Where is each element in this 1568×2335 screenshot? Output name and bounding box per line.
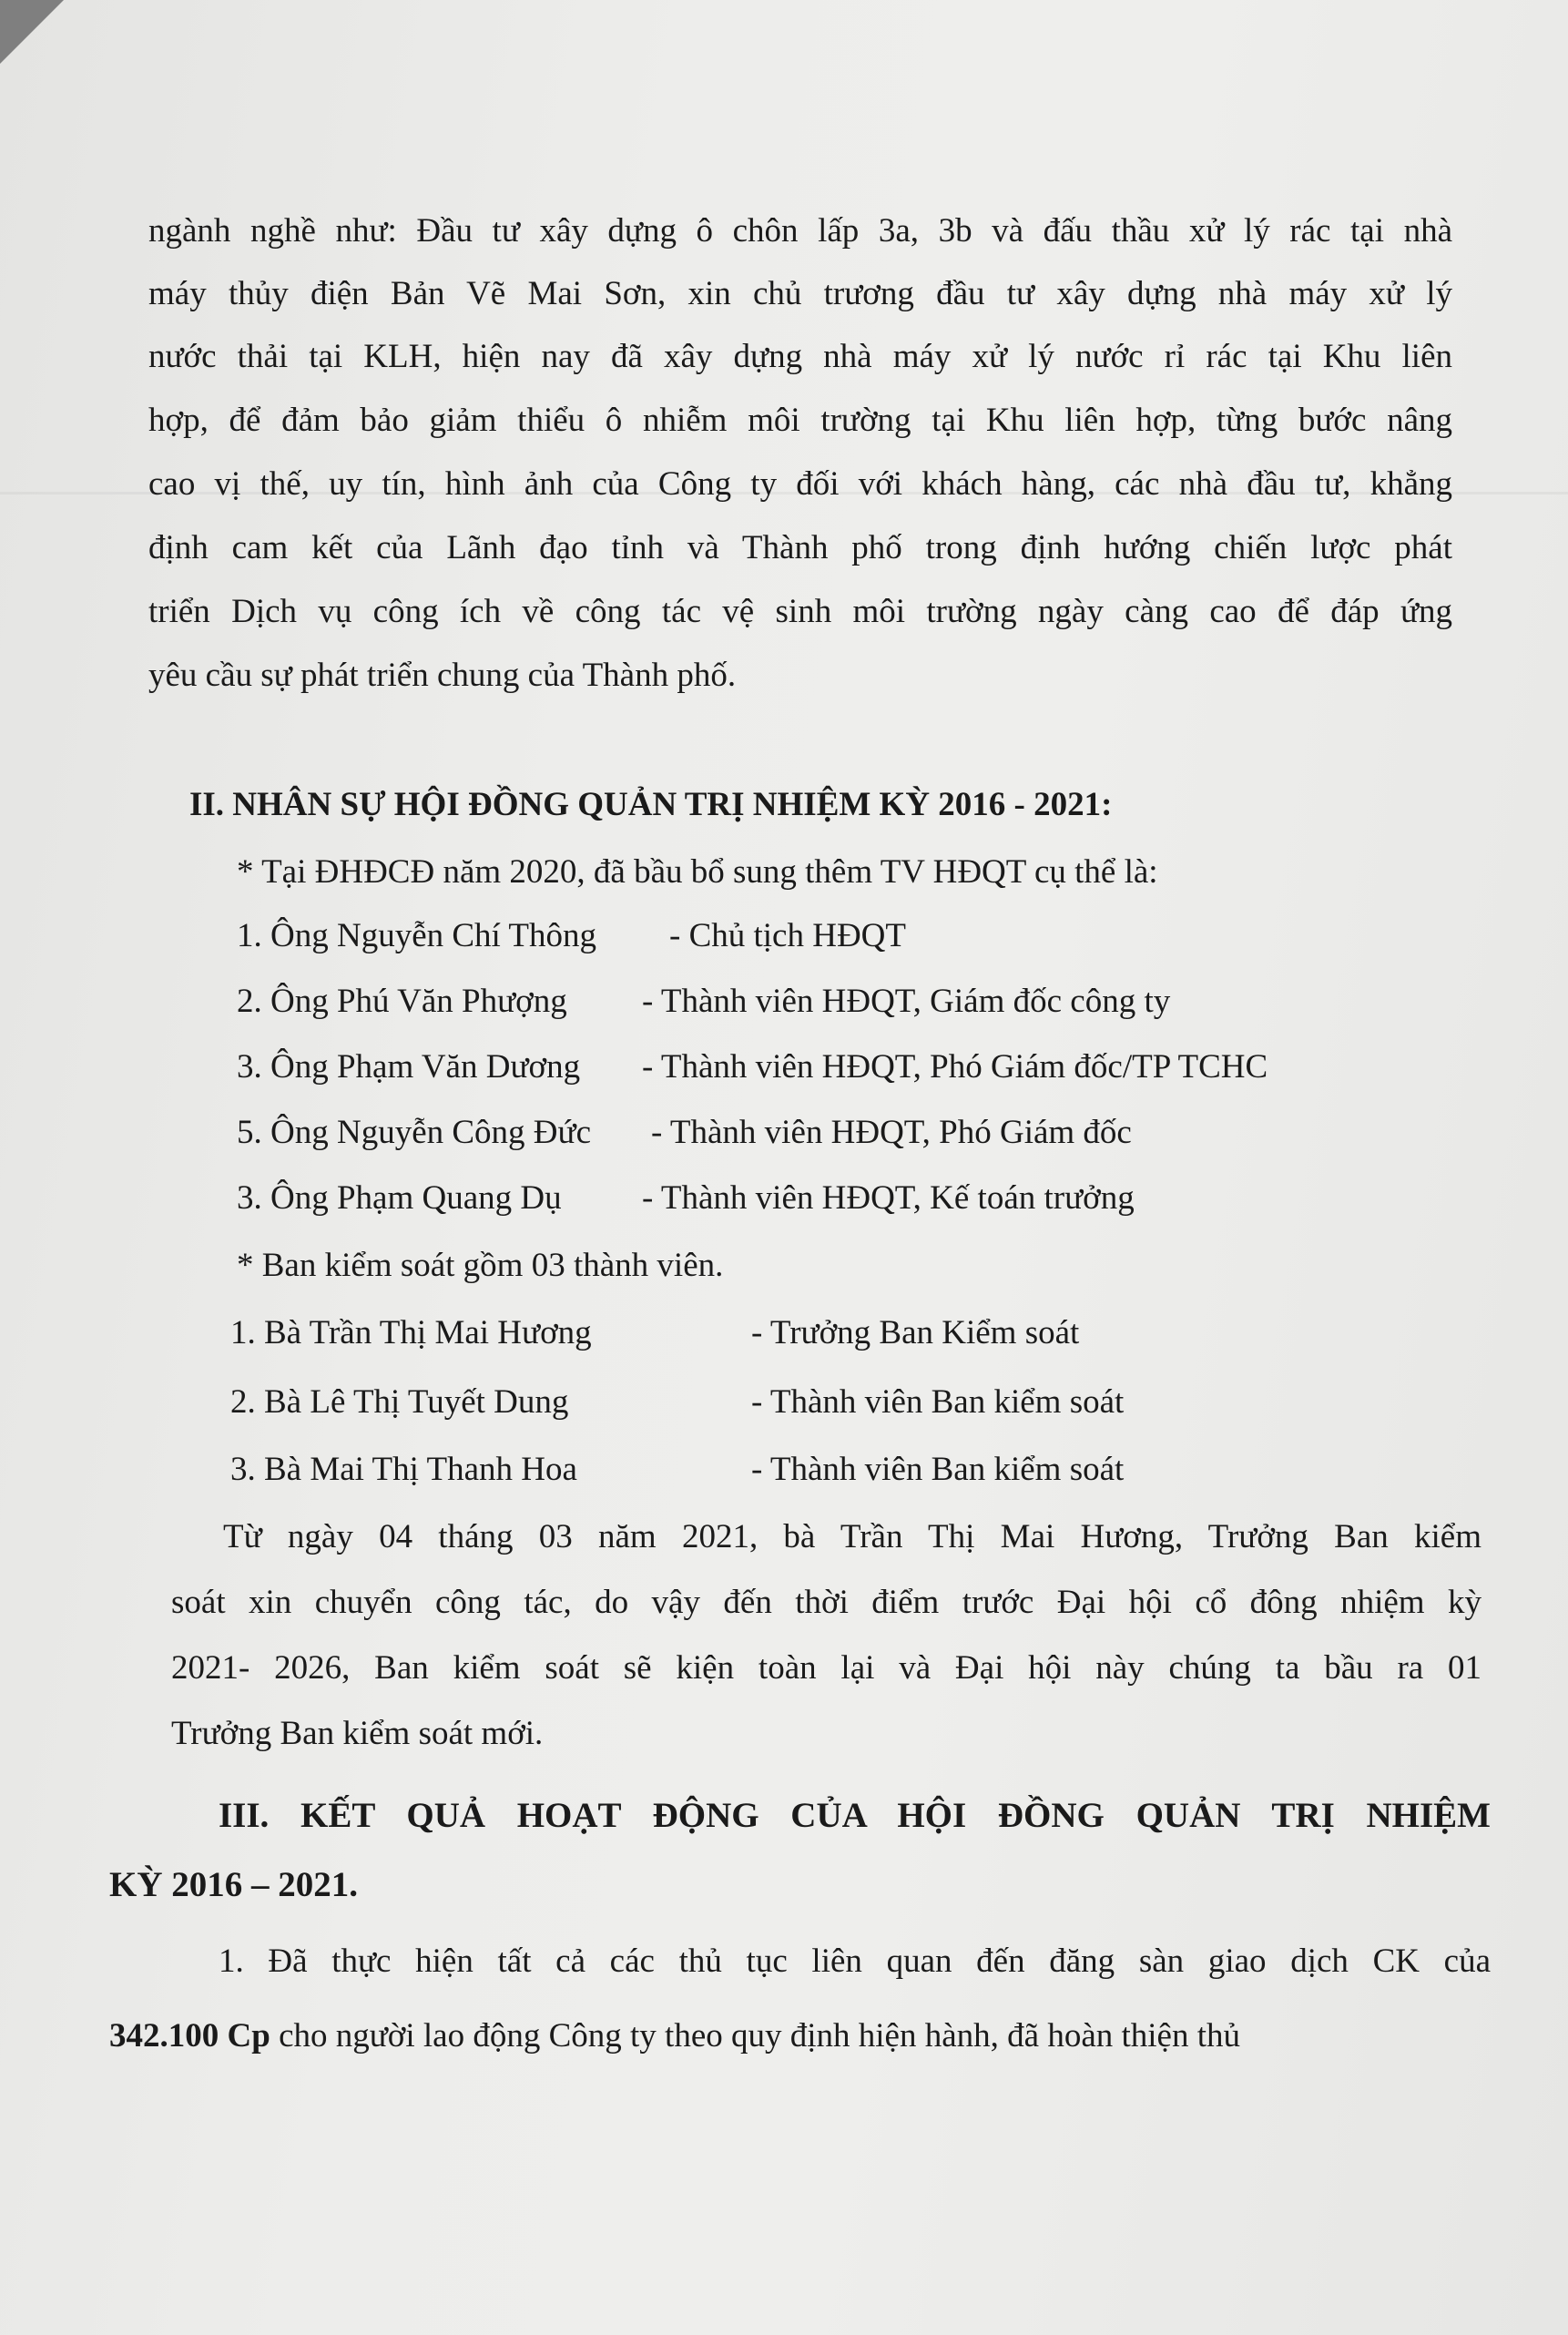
paragraph-line: 2021- 2026, Ban kiểm soát sẽ kiện toàn lại và Đại hội này chúng ta bầu ra 01 bbox=[171, 1649, 1481, 1687]
section-heading-3-continued: KỲ 2016 – 2021. bbox=[109, 1865, 358, 1904]
paragraph-line: định cam kết của Lãnh đạo tỉnh và Thành phố trong định hướng chiến lược phát bbox=[148, 529, 1452, 566]
paragraph-line: hợp, để đảm bảo giảm thiểu ô nhiễm môi trường tại Khu liên hợp, từng bước nâng bbox=[148, 402, 1452, 439]
supervisory-member-role: - Thành viên Ban kiểm soát bbox=[751, 1383, 1125, 1421]
board-member-role: - Thành viên HĐQT, Phó Giám đốc/TP TCHC bbox=[642, 1048, 1268, 1086]
board-member-role: - Thành viên HĐQT, Phó Giám đốc bbox=[651, 1114, 1132, 1151]
board-member-name: 3. Ông Phạm Quang Dụ bbox=[237, 1179, 562, 1217]
board-intro: * Tại ĐHĐCĐ năm 2020, đã bầu bổ sung thêm TV HĐQT cụ thể là: bbox=[237, 853, 1158, 891]
board-member-name: 5. Ông Nguyễn Công Đức bbox=[237, 1114, 591, 1151]
board-member-name: 2. Ông Phú Văn Phượng bbox=[237, 983, 567, 1020]
supervisory-member-name: 1. Bà Trần Thị Mai Hương bbox=[230, 1314, 592, 1351]
section-heading-3: III. KẾT QUẢ HOẠT ĐỘNG CỦA HỘI ĐỒNG QUẢN TRỊ NHIỆM bbox=[219, 1796, 1491, 1835]
paragraph-line: ngành nghề như: Đầu tư xây dựng ô chôn lấp 3a, 3b và đấu thầu xử lý rác tại nhà bbox=[148, 212, 1452, 250]
board-member-role: - Thành viên HĐQT, Giám đốc công ty bbox=[642, 983, 1171, 1020]
paragraph-line: nước thải tại KLH, hiện nay đã xây dựng nhà máy xử lý nước rỉ rác tại Khu liên bbox=[148, 338, 1452, 375]
paragraph-line: 1. Đã thực hiện tất cả các thủ tục liên quan đến đăng sàn giao dịch CK của bbox=[219, 1942, 1491, 1980]
share-count: 342.100 Cp bbox=[109, 2017, 270, 2055]
page-corner-shadow bbox=[0, 0, 64, 64]
supervisory-member-name: 3. Bà Mai Thị Thanh Hoa bbox=[230, 1451, 577, 1488]
supervisory-member-role: - Thành viên Ban kiểm soát bbox=[751, 1451, 1125, 1488]
board-member-role: - Thành viên HĐQT, Kế toán trưởng bbox=[642, 1179, 1135, 1217]
supervisory-intro: * Ban kiểm soát gồm 03 thành viên. bbox=[237, 1247, 724, 1284]
board-member-role: - Chủ tịch HĐQT bbox=[669, 917, 906, 954]
paragraph-line: cao vị thế, uy tín, hình ảnh của Công ty đối với khách hàng, các nhà đầu tư, khẳng bbox=[148, 465, 1452, 503]
board-member-name: 3. Ông Phạm Văn Dương bbox=[237, 1048, 581, 1086]
paragraph-line bbox=[109, 2016, 1240, 2056]
paragraph-line: yêu cầu sự phát triển chung của Thành phố. bbox=[148, 657, 737, 694]
supervisory-member-name: 2. Bà Lê Thị Tuyết Dung bbox=[230, 1383, 569, 1421]
paragraph-line-rest: cho người lao động Công ty theo quy định hiện hành, đã hoàn thiện thủ bbox=[270, 2017, 1241, 2055]
supervisory-member-role: - Trưởng Ban Kiểm soát bbox=[751, 1314, 1080, 1351]
paragraph-line: Trưởng Ban kiểm soát mới. bbox=[171, 1715, 544, 1752]
paragraph-line: triển Dịch vụ công ích về công tác vệ sinh môi trường ngày càng cao để đáp ứng bbox=[148, 593, 1452, 630]
board-member-name: 1. Ông Nguyễn Chí Thông bbox=[237, 917, 597, 954]
paragraph-line: soát xin chuyển công tác, do vậy đến thời điểm trước Đại hội cổ đông nhiệm kỳ bbox=[171, 1584, 1481, 1621]
paragraph-line: máy thủy điện Bản Vẽ Mai Sơn, xin chủ trương đầu tư xây dựng nhà máy xử lý bbox=[148, 275, 1452, 312]
paragraph-line: Từ ngày 04 tháng 03 năm 2021, bà Trần Thị Mai Hương, Trưởng Ban kiểm bbox=[223, 1518, 1481, 1555]
section-heading-2: II. NHÂN SỰ HỘI ĐỒNG QUẢN TRỊ NHIỆM KỲ 2016 - 2021: bbox=[189, 786, 1113, 823]
